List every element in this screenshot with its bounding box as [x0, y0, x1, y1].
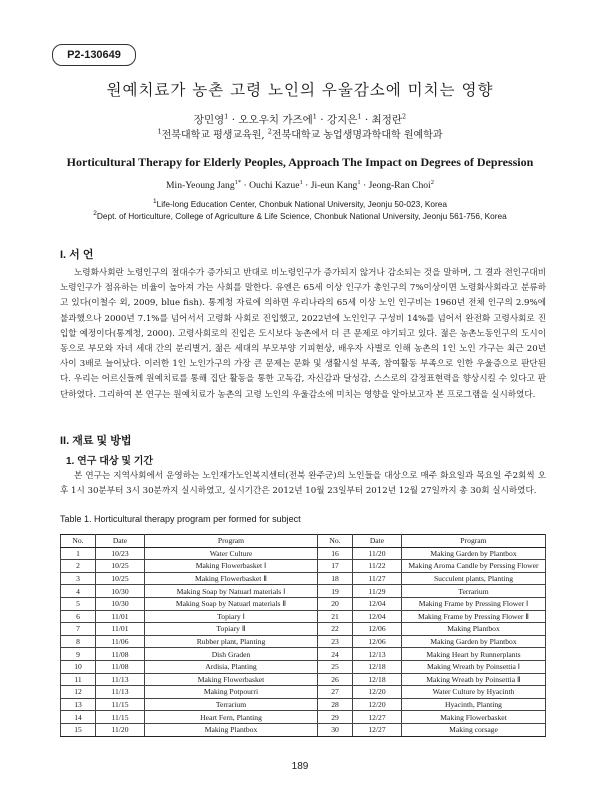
table-cell: 10/23: [96, 547, 145, 560]
table-row: [61, 686, 546, 699]
table-cell: 7: [61, 623, 96, 636]
table-cell: 11/06: [96, 635, 145, 648]
methods-paragraph: 본 연구는 지역사회에서 운영하는 노인재가노인복지센터(전북 완주군)의 노인들을 대상으로 매주 화요일과 목요일 주2회씩 오후 1시 30분부터 3시 30분까지 실시하였고, 실시기간은 2012년 10월 23일부터 2012년 12월 27일까지 총 30회 실시하였다.: [60, 471, 546, 497]
table-cell: 10/30: [96, 585, 145, 598]
korean-affiliations: [0, 126, 600, 141]
header-cell: No.: [61, 535, 96, 548]
table-cell: Making Wreath by Poinsettia Ⅰ: [402, 660, 546, 673]
table-cell: 11/20: [96, 723, 145, 736]
table-cell: Making Garden by Plantbox: [402, 635, 546, 648]
table-cell: 10/30: [96, 597, 145, 610]
table-cell: 18: [318, 572, 353, 585]
author-name: Jeong-Ran Choi: [368, 180, 431, 191]
author-separator: ·: [302, 180, 311, 191]
table-cell: Making Wreath by Poinsettia Ⅱ: [402, 673, 546, 686]
table-cell: 12/27: [353, 723, 402, 736]
table-cell: 3: [61, 572, 96, 585]
korean-authors: [0, 112, 600, 127]
table-cell: Water Culture by Hyacinth: [402, 686, 546, 699]
table-row: [61, 723, 546, 736]
table-cell: 2: [61, 560, 96, 573]
table-cell: 16: [318, 547, 353, 560]
table-cell: Making Frame by Pressing Flower Ⅰ: [402, 597, 546, 610]
table-caption: Table 1. Horticultural therapy program per formed for subject: [60, 514, 301, 524]
table-cell: 12/18: [353, 660, 402, 673]
table-cell: Making Soap by Natuarl materials Ⅱ: [145, 597, 318, 610]
table-cell: Making Flowerbasket: [402, 711, 546, 724]
table-cell: 27: [318, 686, 353, 699]
table-cell: 11/01: [96, 610, 145, 623]
table-cell: Making Heart by Runnerplants: [402, 648, 546, 661]
table-row: [61, 597, 546, 610]
author-name: 장민영: [193, 114, 225, 126]
table-cell: Heart Fern, Planting: [145, 711, 318, 724]
table-cell: 22: [318, 623, 353, 636]
author-sup: 1: [357, 178, 361, 186]
author-sup: 1*: [234, 178, 242, 186]
table-row: [61, 660, 546, 673]
table-row: [61, 572, 546, 585]
table-cell: Making Plantbox: [145, 723, 318, 736]
intro-paragraph: 노령화사회란 노령인구의 절대수가 증가되고 반대로 비노령인구가 증가되지 않거나 감소되는 것을 말하며, 그 결과 전인구대비 노령인구가 점유하는 비율이 높아져 가는 사회를 말한다. 유엔은 65세 이상 인구가 총인구의 7%이상이면 노령화사회라고 분류하고 있다(이철수 외, 2009, blue fish). 통계청 자료에 의하면 우리나라의 65세 이상 노인 인구비는 1960년 전체 인구의 2.9%에 불과했으나 2000년 7.1%를 넘어서서 고령화 사회로 진입했고, 2022년에 노인인구 구성비 14%를 넘어서 완전화 고령사회로 진입할 예정이다(통계청, 2000). 고령사회로의 진입은 도시보다 농촌에서 더 큰 문제로 야기되고 있다. 젊은 농촌노동인구의 도시이동으로 부모와 자녀 세대 간의 분리별거, 젊은 세대의 부모부양 기피현상, 배우자 사별로 인해 농촌의 1인 노인 가구는 최근 20년 사이 3배로 늘어났다. 이러한 1인 노인가구의 가장 큰 문제는 문화 및 생활시설 부족, 참여활동 부족으로 인한 우울증으로 판단된다. 우리는 어르신들께 원예치료를 통해 집단 활동을 통한 고독감, 자신감과 달성감, 스스로의 감정표현력을 향상시킬 수 있다고 판단하였다. 그리하여 본 연구는 원예치료가 농촌의 고령 노인의 우울감소에 미치는 영향을 알아보고자 본 프로그램을 실시하였다.: [60, 268, 546, 400]
author-separator: ·: [360, 180, 369, 191]
table-row: [61, 560, 546, 573]
author-sup: 1: [299, 178, 303, 186]
korean-title: 원예치료가 농촌 고령 노인의 우울감소에 미치는 영향: [106, 81, 494, 99]
table-cell: 21: [318, 610, 353, 623]
table-cell: 11/15: [96, 698, 145, 711]
table-cell: 12/18: [353, 673, 402, 686]
table-cell: 12/27: [353, 711, 402, 724]
author-separator: ·: [316, 114, 327, 126]
table-cell: 26: [318, 673, 353, 686]
author-separator: ·: [361, 114, 372, 126]
table-cell: 11/13: [96, 686, 145, 699]
author-separator: ·: [241, 180, 250, 191]
author-name: Min-Yeoung Jang: [166, 180, 235, 191]
table-cell: 11/15: [96, 711, 145, 724]
table-cell: 29: [318, 711, 353, 724]
table-row: [61, 698, 546, 711]
table-cell: 11/22: [353, 560, 402, 573]
table-cell: 12/04: [353, 610, 402, 623]
table-cell: 24: [318, 648, 353, 661]
table-cell: 12/04: [353, 597, 402, 610]
table-cell: Topiary Ⅰ: [145, 610, 318, 623]
header-cell: Date: [353, 535, 402, 548]
table-cell: 12/06: [353, 635, 402, 648]
english-title: Horticultural Therapy for Elderly Peoples, Approach The Impact on Degrees of Depression: [66, 155, 534, 169]
affil-text: 전북대학교 농업생명과학대학 원예학과: [271, 130, 443, 141]
table-cell: 12/06: [353, 623, 402, 636]
table-cell: Hyacinth, Planting: [402, 698, 546, 711]
table-cell: Succulent plants, Planting: [402, 572, 546, 585]
author-name: Ji-eun Kang: [310, 180, 358, 191]
table-cell: 12/20: [353, 686, 402, 699]
table-cell: 5: [61, 597, 96, 610]
table-cell: 15: [61, 723, 96, 736]
table-cell: 23: [318, 635, 353, 648]
table-cell: 12/13: [353, 648, 402, 661]
table-cell: Making Frame by Pressing Flower Ⅱ: [402, 610, 546, 623]
abstract-code-badge: P2-130649: [52, 44, 136, 66]
page-number: 189: [291, 761, 309, 772]
table-cell: Terrarium: [402, 585, 546, 598]
table-cell: 20: [318, 597, 353, 610]
author-name: Ouchi Kazue: [249, 180, 300, 191]
table-cell: Ardisia, Planting: [145, 660, 318, 673]
table-cell: 13: [61, 698, 96, 711]
table-cell: Dish Graden: [145, 648, 318, 661]
table-cell: 19: [318, 585, 353, 598]
header-cell: Date: [96, 535, 145, 548]
author-sup: 1: [312, 112, 317, 121]
table-row: [61, 585, 546, 598]
table-body: [61, 547, 546, 736]
table-cell: Making Garden by Plantbox: [402, 547, 546, 560]
methods-heading: II. 재료 및 방법: [60, 435, 132, 447]
table-cell: 11: [61, 673, 96, 686]
table-cell: 14: [61, 711, 96, 724]
affil-sup: 2: [267, 127, 272, 136]
table-header-row: [61, 535, 546, 548]
table-cell: Making Flowerbasket Ⅱ: [145, 572, 318, 585]
english-authors: [0, 180, 600, 191]
english-affiliation-2: [0, 211, 600, 221]
table-cell: 11/20: [353, 547, 402, 560]
author-sup: 1: [224, 112, 229, 121]
author-separator: ·: [228, 114, 239, 126]
table-cell: Terrarium: [145, 698, 318, 711]
table-row: [61, 711, 546, 724]
table-cell: 11/01: [96, 623, 145, 636]
program-table: [60, 534, 546, 737]
table-row: [61, 623, 546, 636]
author-sup: 2: [430, 178, 434, 186]
header-cell: No.: [318, 535, 353, 548]
table-cell: Making Aroma Candle by Perssing Flower: [402, 560, 546, 573]
table-cell: 11/27: [353, 572, 402, 585]
table-cell: 12: [61, 686, 96, 699]
table-cell: 10/25: [96, 560, 145, 573]
table-row: [61, 648, 546, 661]
table-row: [61, 610, 546, 623]
table-cell: 4: [61, 585, 96, 598]
affil-text: 전북대학교 평생교육원,: [161, 130, 268, 141]
table-cell: 12/20: [353, 698, 402, 711]
table-cell: 11/08: [96, 660, 145, 673]
author-name: 강지은: [326, 114, 358, 126]
subsection-heading: 1. 연구 대상 및 기간: [66, 456, 154, 467]
table-cell: 6: [61, 610, 96, 623]
table-cell: 9: [61, 648, 96, 661]
table-cell: Rubber plant, Planting: [145, 635, 318, 648]
table-row: [61, 547, 546, 560]
table-cell: 8: [61, 635, 96, 648]
affil-sup: 2: [93, 210, 97, 218]
intro-heading: I. 서 언: [60, 249, 94, 261]
header-cell: Program: [402, 535, 546, 548]
table-cell: Water Culture: [145, 547, 318, 560]
table-cell: Making Soap by Natuarl materials Ⅰ: [145, 585, 318, 598]
table-cell: 25: [318, 660, 353, 673]
table-cell: 1: [61, 547, 96, 560]
author-name: 오오우치 가즈에: [238, 114, 313, 126]
table-row: [61, 673, 546, 686]
table-cell: 17: [318, 560, 353, 573]
header-cell: Program: [145, 535, 318, 548]
table-cell: 10/25: [96, 572, 145, 585]
author-name: 최정란: [371, 114, 402, 126]
table-cell: 28: [318, 698, 353, 711]
table-cell: 11/29: [353, 585, 402, 598]
table-cell: Making corsage: [402, 723, 546, 736]
english-affiliation-1: [0, 199, 600, 209]
affil-sup: 1: [152, 198, 157, 206]
table-cell: 11/13: [96, 673, 145, 686]
table-cell: Making Potpourri: [145, 686, 318, 699]
table-cell: 30: [318, 723, 353, 736]
affil-text: Dept. of Horticulture, College of Agriculture & Life Science, Chonbuk National University, Jeonju 561-756, Korea: [96, 211, 507, 221]
table-cell: 10: [61, 660, 96, 673]
table-cell: Making Plantbox: [402, 623, 546, 636]
author-sup: 2: [401, 112, 407, 121]
table-cell: Making Flowerbasket: [145, 673, 318, 686]
table-row: [61, 635, 546, 648]
author-sup: 1: [357, 112, 362, 121]
affil-text: Life-long Education Center, Chonbuk National University, Jeonju 50-023, Korea: [156, 199, 448, 209]
table-cell: Making Flowerbasket Ⅰ: [145, 560, 318, 573]
affil-sup: 1: [157, 127, 162, 136]
table-cell: Topiary Ⅱ: [145, 623, 318, 636]
table-cell: 11/08: [96, 648, 145, 661]
